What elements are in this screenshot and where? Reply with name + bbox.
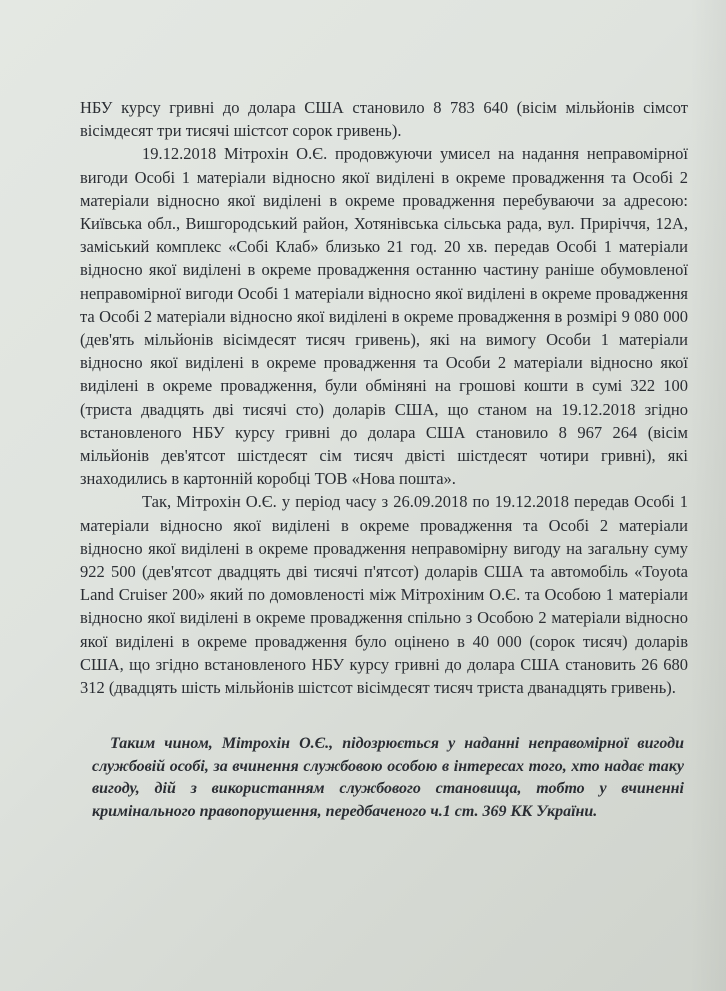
- document-body: [80, 96, 688, 699]
- paper-shadow: [690, 0, 726, 991]
- conclusion-block: [92, 733, 684, 823]
- paragraph-transfer-final-part: 19.12.2018 Мітрохін О.Є. продовжуючи умисел на надання неправомірної вигоди Особі 1 матеріали відносно якої виділені в окреме провадження та Особі 2 матеріали відносно якої виділені в окреме провадження перебуваючи за адресою: Київська обл., Вишгородський район, Хотянівська сільська рада, вул. Приріччя, 12А, заміський комплекс «Собі Клаб» близько 21 год. 20 хв. передав Особі 1 матеріали відносно якої виділені в окреме провадження останню частину раніше обумовленої неправомірної вигоди Особі 1 матеріали відносно якої виділені в окреме провадження та Особі 2 матеріали відносно якої виділені в окреме провадження в розмірі 9 080 000 (дев'ять мільйонів вісімдесят тисяч гривень), які на вимогу Особи 1 матеріали відносно якої виділені в окреме провадження та Особи 2 матеріали відносно якої виділені в окреме провадження, були обміняні на грошові кошти в сумі 322 100 (триста двадцять дві тисячі сто) доларів США, що станом на 19.12.2018 згідно встановленого НБУ курсу гривні до долара США становило 8 967 264 (вісім мільйонів дев'ятсот шістдесят сім тисяч двісті шістдесят чотири гривні), які знаходились в картонній коробці ТОВ «Нова пошта».: [80, 144, 688, 489]
- paragraph-total-summary: Так, Мітрохін О.Є. у період часу з 26.09.2018 по 19.12.2018 передав Особі 1 матеріали відносно якої виділені в окреме провадження та Особі 2 матеріали відносно якої виділені в окреме провадження неправомірну вигоду на загальну суму 922 500 (дев'ятсот двадцять дві тисячі п'ятсот) доларів США та автомобіль «Toyota Land Cruiser 200» який по домовленості між Мітрохіним О.Є. та Особою 1 матеріали відносно якої виділені в окреме провадження спільно з Особою 2 матеріали відносно якої виділені в окреме провадження було оцінено в 40 000 (сорок тисяч) доларів США, що згідно встановленого НБУ курсу гривні до долара США становить 26 680 312 (двадцять шість мільйонів шістсот вісімдесят тисяч триста дванадцять гривень).: [80, 492, 688, 698]
- conclusion-text: Таким чином, Мітрохін О.Є., підозрюється у наданні неправомірної вигоди службовій особі, за вчинення службовою особою в інтересах того, хто надає таку вигоду, дій з використанням службового становища, тобто у вчиненні кримінального правопорушення, передбаченого ч.1 ст. 369 КК України.: [92, 735, 684, 820]
- intro-fragment: НБУ курсу гривні до долара США становило 8 783 640 (вісім мільйонів сімсот вісімдесят три тисячі шістсот сорок гривень).: [80, 98, 688, 141]
